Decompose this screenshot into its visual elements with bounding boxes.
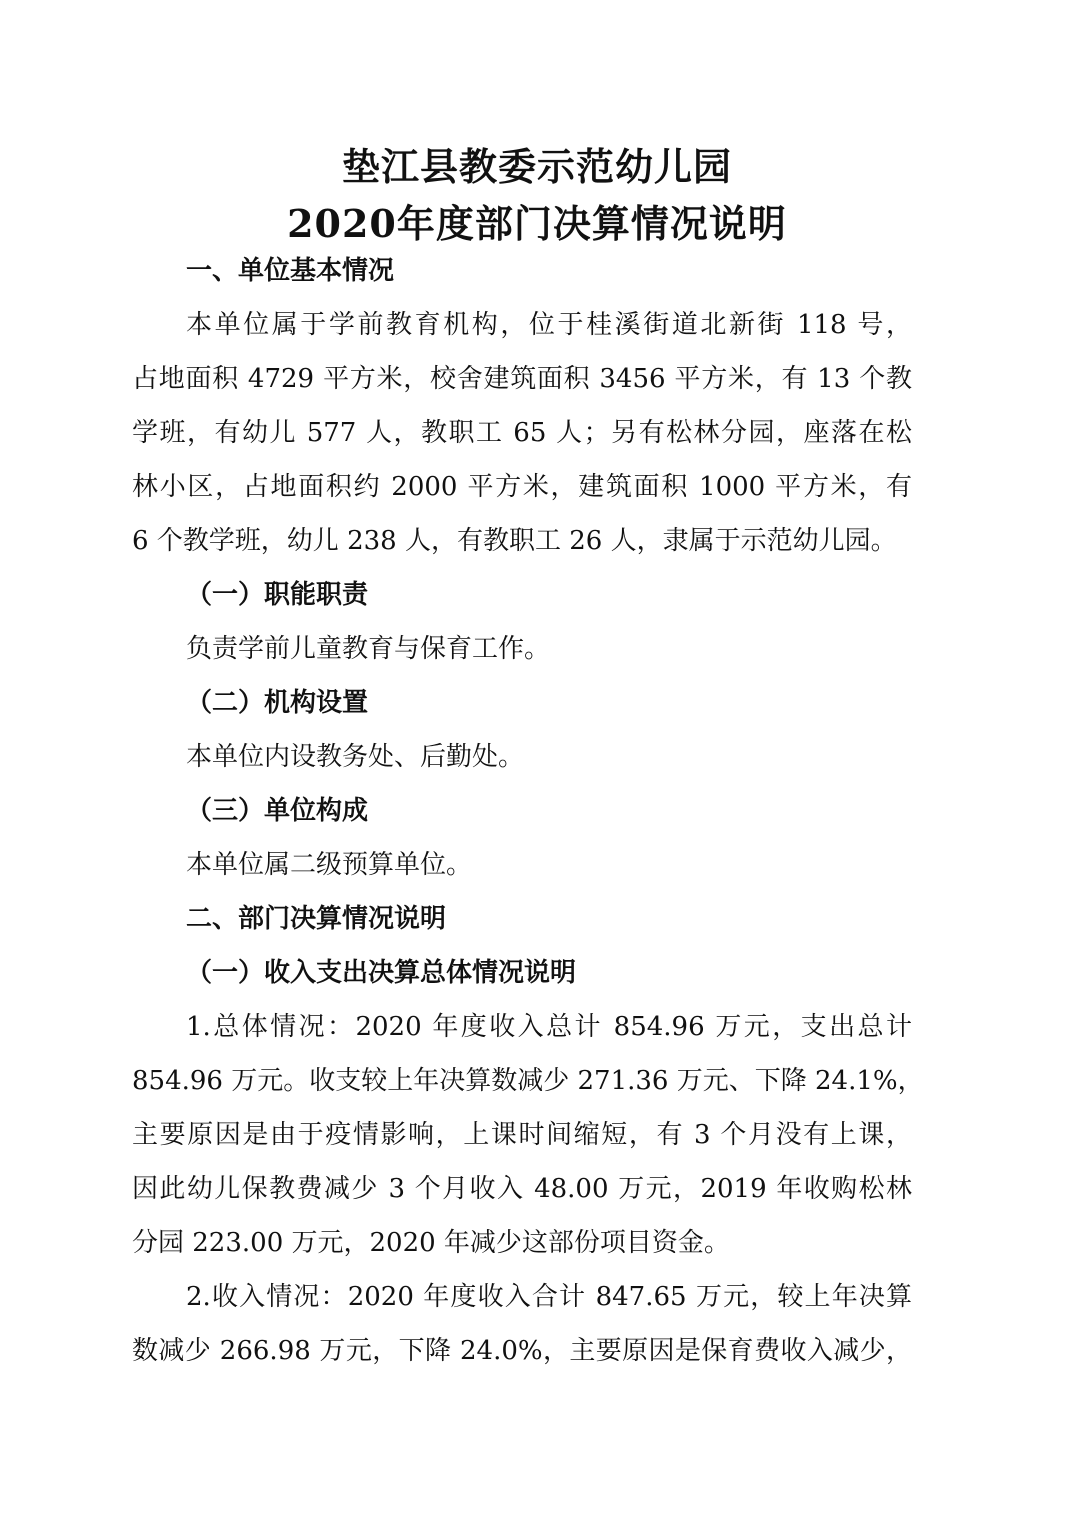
section-heading-1: 一、单位基本情况 (186, 256, 395, 286)
section-heading-2: 二、部门决算情况说明 (186, 904, 447, 934)
subsection-heading-composition: （三）单位构成 (186, 796, 369, 826)
paragraph-line: 2.收入情况：2020 年度收入合计 847.65 万元，较上年决算 (186, 1282, 912, 1312)
paragraph-line: 负责学前儿童教育与保育工作。 (186, 634, 551, 664)
paragraph-line: 6 个教学班，幼儿 238 人，有教职工 26 人，隶属于示范幼儿园。 (132, 526, 897, 556)
subsection-heading-duties: （一）职能职责 (186, 580, 369, 610)
paragraph-line: 数减少 266.98 万元，下降 24.0%，主要原因是保育费收入减少， (132, 1336, 912, 1366)
document-title-line-2: 2020年度部门决算情况说明 (287, 201, 787, 246)
paragraph-line: 分园 223.00 万元，2020 年减少这部份项目资金。 (132, 1228, 730, 1258)
subsection-heading-structure: （二）机构设置 (186, 688, 369, 718)
paragraph-line: 1.总体情况：2020 年度收入总计 854.96 万元，支出总计 (186, 1012, 912, 1042)
paragraph-line: 本单位属二级预算单位。 (186, 850, 473, 880)
paragraph-line: 本单位内设教务处、后勤处。 (186, 742, 525, 772)
paragraph-line: 因此幼儿保教费减少 3 个月收入 48.00 万元，2019 年收购松林 (132, 1174, 912, 1204)
subsection-heading-overall: （一）收入支出决算总体情况说明 (186, 958, 577, 988)
document-title-line-1: 垫江县教委示范幼儿园 (341, 144, 732, 189)
paragraph-line: 学班，有幼儿 577 人，教职工 65 人；另有松林分园，座落在松 (132, 418, 912, 448)
paragraph-line: 主要原因是由于疫情影响，上课时间缩短，有 3 个月没有上课， (132, 1120, 912, 1150)
paragraph-line: 占地面积 4729 平方米，校舍建筑面积 3456 平方米，有 13 个教 (132, 364, 912, 394)
paragraph-line: 854.96 万元。收支较上年决算数减少 271.36 万元、下降 24.1%， (132, 1066, 924, 1096)
paragraph-line: 本单位属于学前教育机构，位于桂溪街道北新街 118 号， (186, 310, 912, 340)
paragraph-line: 林小区，占地面积约 2000 平方米，建筑面积 1000 平方米，有 (132, 472, 912, 502)
